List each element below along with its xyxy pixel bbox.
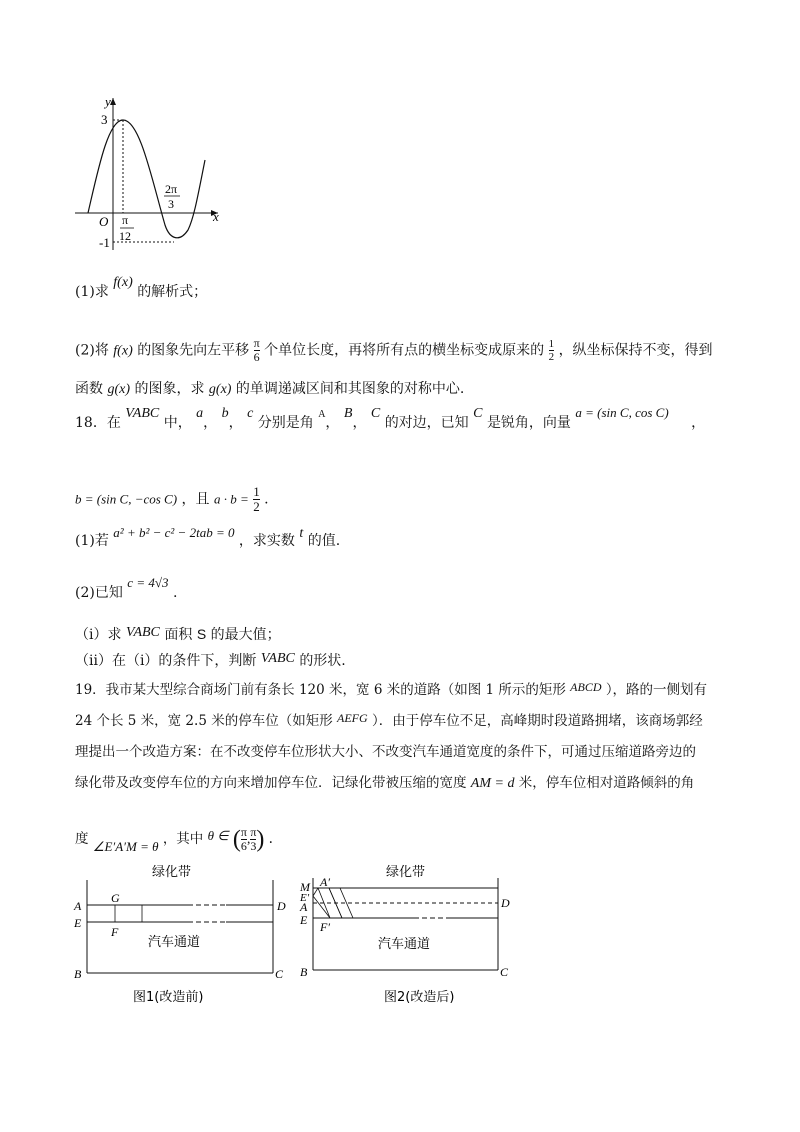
- q17-p1-prefix: (1)求: [75, 284, 109, 300]
- q18-qie: ，且: [181, 491, 210, 508]
- sine-graph: [70, 90, 230, 255]
- q19-line3: [75, 743, 696, 761]
- fig2-green-label: 绿化带: [386, 865, 426, 880]
- q18-num: 18．在: [75, 415, 121, 431]
- q19-line5-angle: ∠E′A′M = θ: [92, 839, 159, 854]
- q17-p2-line2-b: 的图象，求: [134, 381, 205, 397]
- q17-p2-c: 个单位长度，再将所有点的横坐标变成原来的: [264, 342, 545, 359]
- graph-x-label: x: [213, 209, 219, 224]
- q18-p1-c: 的值.: [307, 533, 341, 549]
- q19-line4-b: 米，停车位相对道路倾斜的角: [518, 775, 695, 791]
- fig1-label-A: A: [74, 899, 82, 913]
- fig1-label-C: C: [275, 967, 284, 981]
- q17-p2-line2-c: 的单调递减区间和其图象的对称中心.: [235, 381, 465, 397]
- q19-range-comma: ,: [246, 831, 251, 846]
- q19-line5-end: .: [268, 831, 273, 847]
- q18-i-tri: VABC: [125, 625, 160, 640]
- q18-p2-b: .: [172, 585, 178, 601]
- fig1-label-G: G: [111, 891, 120, 905]
- q18-A: A: [318, 409, 326, 420]
- q19-line1-rect: ABCD: [570, 680, 602, 694]
- q18-p1-eq: a² + b² − c² − 2tab = 0: [113, 525, 235, 540]
- q19-line4: [75, 774, 694, 793]
- q18-fenbie: 分别是角: [257, 415, 314, 431]
- q18-a: a: [196, 406, 204, 421]
- q18-dot-lhs: a · b =: [213, 491, 249, 507]
- q18-part1: [75, 525, 341, 551]
- q18-B: B: [343, 406, 353, 421]
- fig1-label-D: D: [277, 899, 286, 913]
- fig2-caption: 图2(改造后): [384, 990, 455, 1005]
- q19-line5-b: ，其中: [162, 831, 204, 847]
- fig2-label-A: A: [300, 900, 308, 914]
- fig1-lane-label: 汽车通道: [148, 935, 201, 950]
- q18-comma4: ，: [352, 415, 367, 431]
- fig2-label-M: M: [300, 880, 310, 894]
- fig2-label-A1: A′: [320, 875, 330, 889]
- q18-dot-frac: [253, 485, 260, 514]
- q18-vec-b: b = (sin C, −cos C): [75, 491, 178, 507]
- q18-comma2: ，: [228, 415, 243, 431]
- q19-line1: [75, 681, 707, 699]
- q18-ii-a: （ii）在（i）的条件下，判断: [75, 653, 257, 669]
- q18-c: c: [247, 406, 254, 421]
- q17-p2-a: (2)将: [75, 342, 109, 359]
- figure-2: [296, 860, 526, 1010]
- q19-line5: [75, 826, 273, 853]
- q18-i-b: 面积: [164, 627, 193, 643]
- q18-sub-i: [75, 625, 281, 645]
- q18-p2-eq: c = 4√3: [127, 575, 169, 590]
- q18-vec-a: a = (sin C, cos C): [575, 405, 669, 420]
- q17-p1-func: f(x): [113, 275, 133, 290]
- q17-p2-b: 的图象先向左平移: [137, 342, 250, 359]
- q17-p1-suffix: 的解析式；: [137, 284, 208, 300]
- q17-p2-d: ，纵坐标保持不变，得到: [558, 342, 713, 359]
- q18-comma1: ，: [203, 415, 218, 431]
- q18-tri: VABC: [125, 406, 160, 421]
- q18-line1: [75, 405, 706, 434]
- q19-line3-text: 理提出一个改造方案：在不改变停车位形状大小、不改变汽车通道宽度的条件下，可通过压缩道路旁边的: [75, 744, 696, 760]
- q18-p1-b: ，求实数: [238, 533, 295, 549]
- fig2-lane-label: 汽车通道: [378, 937, 431, 952]
- q18-i-c: 的最大值；: [210, 627, 281, 643]
- q18-C: C: [370, 406, 381, 421]
- graph-origin: O: [99, 214, 109, 229]
- q19-range-lparen: (: [232, 826, 241, 853]
- graph-tick-2pi-den: 3: [168, 197, 174, 211]
- q19-line1-a: 19．我市某大型综合商场门前有条长 120 米，宽 6 米的道路（如图 1 所示的矩形: [75, 682, 566, 698]
- q19-line2-b: ）．由于停车位不足，高峰期时段道路拥堵，该商场郭经: [371, 713, 703, 729]
- fig2-label-D: D: [501, 896, 510, 910]
- fig1-green-label: 绿化带: [152, 865, 192, 880]
- fig1-label-B: B: [74, 967, 82, 981]
- fig2-label-C: C: [500, 965, 509, 979]
- q19-range-b-num: π: [250, 825, 257, 839]
- q19-line1-b: ），路的一侧划有: [605, 682, 708, 698]
- fig2-label-F1: F′: [320, 920, 330, 934]
- q17-p2-frac-num: π: [253, 336, 260, 350]
- q17-p2-g1: g(x): [107, 382, 130, 397]
- q17-p2-frac: [254, 337, 260, 364]
- q17-p2-func: f(x): [113, 343, 133, 359]
- q18-zhong: 中，: [163, 415, 192, 431]
- q19-line2-rect: AEFG: [337, 711, 368, 725]
- figure-1: [68, 860, 293, 1010]
- q18-p2-a: (2)已知: [75, 585, 123, 601]
- q18-ii-b: 的形状.: [299, 653, 346, 669]
- q18-i-S: S: [196, 626, 207, 642]
- q18-tail-comma: ，: [691, 415, 706, 431]
- q19-range-a-den: 6: [240, 839, 247, 853]
- graph-y-max: 3: [101, 112, 108, 127]
- q19-line2: [75, 712, 703, 730]
- q18-dot-den: 2: [253, 499, 260, 514]
- q19-line5-a: 度: [75, 831, 89, 847]
- fig2-label-E1: E′: [300, 892, 310, 904]
- q18-p1-t: t: [299, 526, 304, 541]
- graph-tick-pi-den: 12: [119, 229, 131, 243]
- q18-dot-num: 1: [253, 484, 260, 499]
- q18-b: b: [221, 406, 229, 421]
- q19-range-rparen: ): [256, 826, 265, 853]
- q18-i-a: （i）求: [75, 627, 122, 643]
- q19-range-a-num: π: [240, 825, 247, 839]
- q18-period: .: [264, 491, 269, 508]
- q18-duibian: 的对边，已知: [384, 415, 469, 431]
- q18-p1-a: (1)若: [75, 533, 109, 549]
- q18-line2: [75, 485, 269, 514]
- fig1-label-F: F: [111, 925, 119, 939]
- q18-comma3: ，: [325, 415, 340, 431]
- q18-sub-ii: [75, 652, 346, 671]
- q18-part2: [75, 575, 178, 602]
- q18-ruijiao: 是锐角，向量: [486, 415, 571, 431]
- q17-p2-half-den: 2: [548, 351, 555, 363]
- graph-y-min: -1: [99, 235, 110, 250]
- graph-tick-pi-num: π: [122, 213, 129, 227]
- q19-line4-a: 绿化带及改变停车位的方向来增加停车位．记绿化带被压缩的宽度: [75, 775, 467, 791]
- fig2-label-B: B: [300, 965, 308, 979]
- q17-p2-line2-a: 函数: [75, 381, 103, 397]
- graph-tick-2pi-num: 2π: [165, 182, 178, 196]
- q19-line5-theta: θ ∈: [207, 828, 229, 843]
- q17-p2-half-num: 1: [548, 338, 555, 350]
- q19-range-b-den: 3: [250, 839, 257, 853]
- q17-p2-half: [549, 338, 555, 363]
- q17-p2-g2: g(x): [208, 382, 232, 397]
- q19-line2-a: 24 个长 5 米，宽 2.5 米的停车位（如矩形: [75, 713, 333, 729]
- q17-part1: [75, 275, 208, 302]
- fig1-caption: 图1(改造前): [133, 990, 204, 1005]
- q18-C2: C: [473, 406, 483, 421]
- fig2-label-E: E: [300, 913, 308, 927]
- q17-part2-line1: [75, 337, 713, 364]
- fig1-label-E: E: [74, 916, 82, 930]
- q18-ii-tri: VABC: [260, 651, 295, 666]
- graph-y-label: y: [105, 94, 111, 109]
- q17-part2-line2: [75, 380, 464, 399]
- q17-p2-frac-den: 6: [253, 350, 260, 364]
- q19-line4-eq: AM = d: [470, 776, 515, 791]
